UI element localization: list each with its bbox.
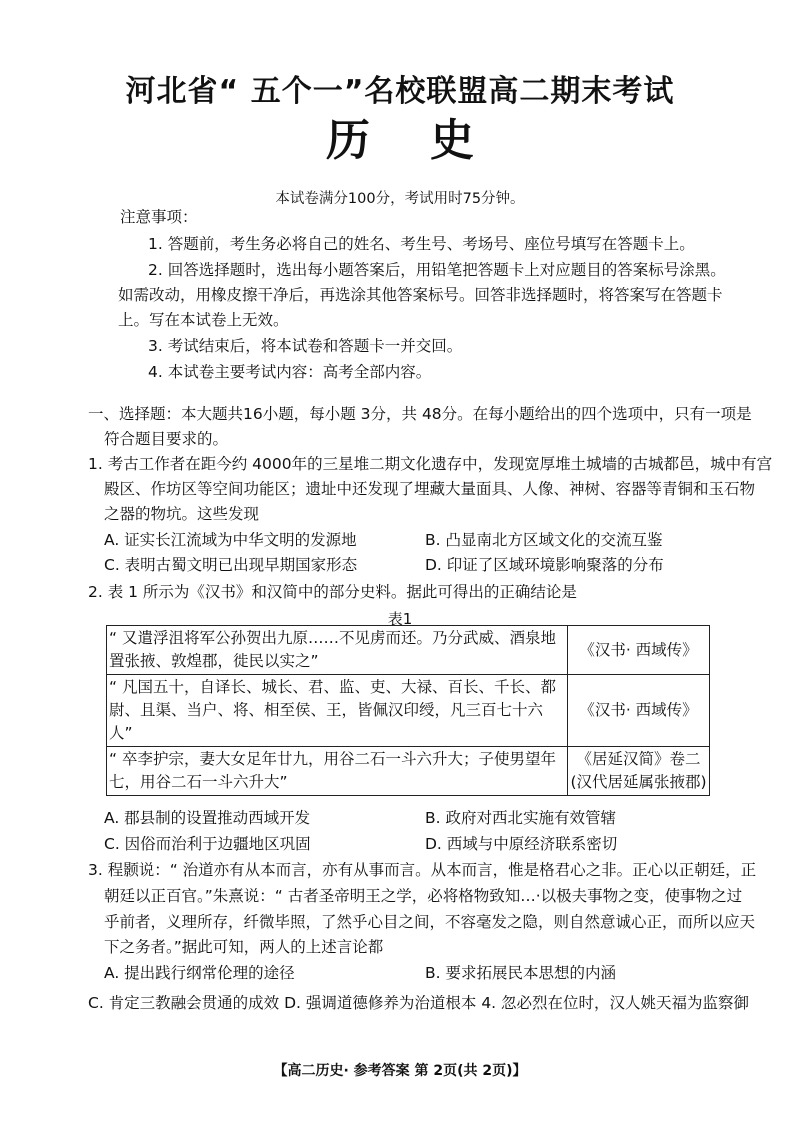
q2-option-d: D. 西域与中原经济联系密切 [425,835,618,853]
table-cell-source: 《汉书· 西域传》 [568,626,710,675]
notice-line-3: 如需改动，用橡皮擦干净后，再选涂其他答案标号。回答非选择题时，将答案写在答题卡 [118,286,723,304]
q3-stem-line-4: 下之务者。”据此可知，两人的上述言论都 [104,938,384,956]
table-row [107,747,710,796]
q3-option-a: A. 提出践行纲常伦理的途径 [104,964,295,982]
section-heading: 一、选择题：本大题共16小题，每小题 3分，共 48分。在每小题给出的四个选项中，只有一项是 [88,405,752,423]
q3-stem-line-2: 朝廷以正百官。”朱熹说：“ 古者圣帝明王之学，必将格物致知…·以极夫事物之变，使事物之过 [104,887,743,905]
exam-meta: 本试卷满分100分，考试用时75分钟。 [275,191,525,207]
table-cell-quote: “ 卒李护宗，妻大女足年廿九，用谷二石一斗六升大；子使男望年七，用谷二石一斗六升大” [107,747,568,796]
q2-stem: 2. 表 1 所示为《汉书》和汉简中的部分史料。据此可得出的正确结论是 [88,583,577,601]
q3-option-b: B. 要求拓展民本思想的内涵 [425,964,616,982]
table-row [107,675,710,747]
table-caption: 表1 [387,610,413,628]
q1-stem-line-3: 之器的物坑。这些发现 [104,505,260,523]
table-cell-quote: “ 又遣浮沮将军公孙贺出九原……不见虏而还。乃分武威、酒泉地置张掖、敦煌郡，徙民以实之” [107,626,568,675]
q1-option-c: C. 表明古蜀文明已出现早期国家形态 [104,556,358,574]
notice-line-4: 上。写在本试卷上无效。 [118,311,289,329]
subject-title: 历史 [326,115,534,166]
table-cell-source: 《居延汉简》卷二(汉代居延属张掖郡) [568,747,710,796]
q3-options-cd: C. 肯定三教融会贯通的成效 D. 强调道德修养为治道根本 4. 忽必烈在位时，汉人姚天福为监察御 [88,994,750,1012]
q1-stem-line-1: 1. 考古工作者在距今约 4000年的三星堆二期文化遗存中，发现宽厚堆土城墙的古城都邑，城中有宫 [88,455,773,473]
table-cell-quote: “ 凡国五十，自译长、城长、君、监、吏、大禄、百长、千长、都尉、且渠、当户、将、相至侯、王，皆佩汉印绶，凡三百七十六人” [107,675,568,747]
q3-stem-line-1: 3. 程颢说：“ 治道亦有从本而言，亦有从事而言。从本而言，惟是格君心之非。正心以正朝廷，正 [88,861,757,879]
source-table [106,625,710,796]
page-footer: 【高二历史· 参考答案 第 2页(共 2页)】 [273,1063,527,1079]
section-heading-cont: 符合题目要求的。 [104,430,229,448]
notice-heading: 注意事项： [120,208,198,226]
table-cell-source: 《汉书· 西域传》 [568,675,710,747]
q2-option-b: B. 政府对西北实施有效管辖 [425,809,616,827]
notice-line-6: 4. 本试卷主要考试内容：高考全部内容。 [148,363,432,381]
q1-option-d: D. 印证了区域环境影响聚落的分布 [425,556,664,574]
table-row [107,626,710,675]
notice-line-1: 1. 答题前，考生务必将自己的姓名、考生号、考场号、座位号填写在答题卡上。 [148,235,695,253]
q2-option-a: A. 郡县制的设置推动西域开发 [104,809,311,827]
q3-stem-line-3: 乎前者，义理所存，纤微毕照，了然乎心目之间，不容毫发之隐，则自然意诚心正，而所以应天 [104,913,756,931]
q1-stem-line-2: 殿区、作坊区等空间功能区；遗址中还发现了埋藏大量面具、人像、神树、容器等青铜和玉石物 [104,480,756,498]
q2-option-c: C. 因俗而治利于边疆地区巩固 [104,835,311,853]
exam-title: 河北省“ 五个一”名校联盟高二期末考试 [125,74,675,109]
q1-option-a: A. 证实长江流域为中华文明的发源地 [104,531,357,549]
notice-line-2: 2. 回答选择题时，选出每小题答案后，用铅笔把答题卡上对应题目的答案标号涂黑。 [148,261,726,279]
q1-option-b: B. 凸显南北方区域文化的交流互鉴 [425,531,663,549]
notice-line-5: 3. 考试结束后，将本试卷和答题卡一并交回。 [148,337,463,355]
